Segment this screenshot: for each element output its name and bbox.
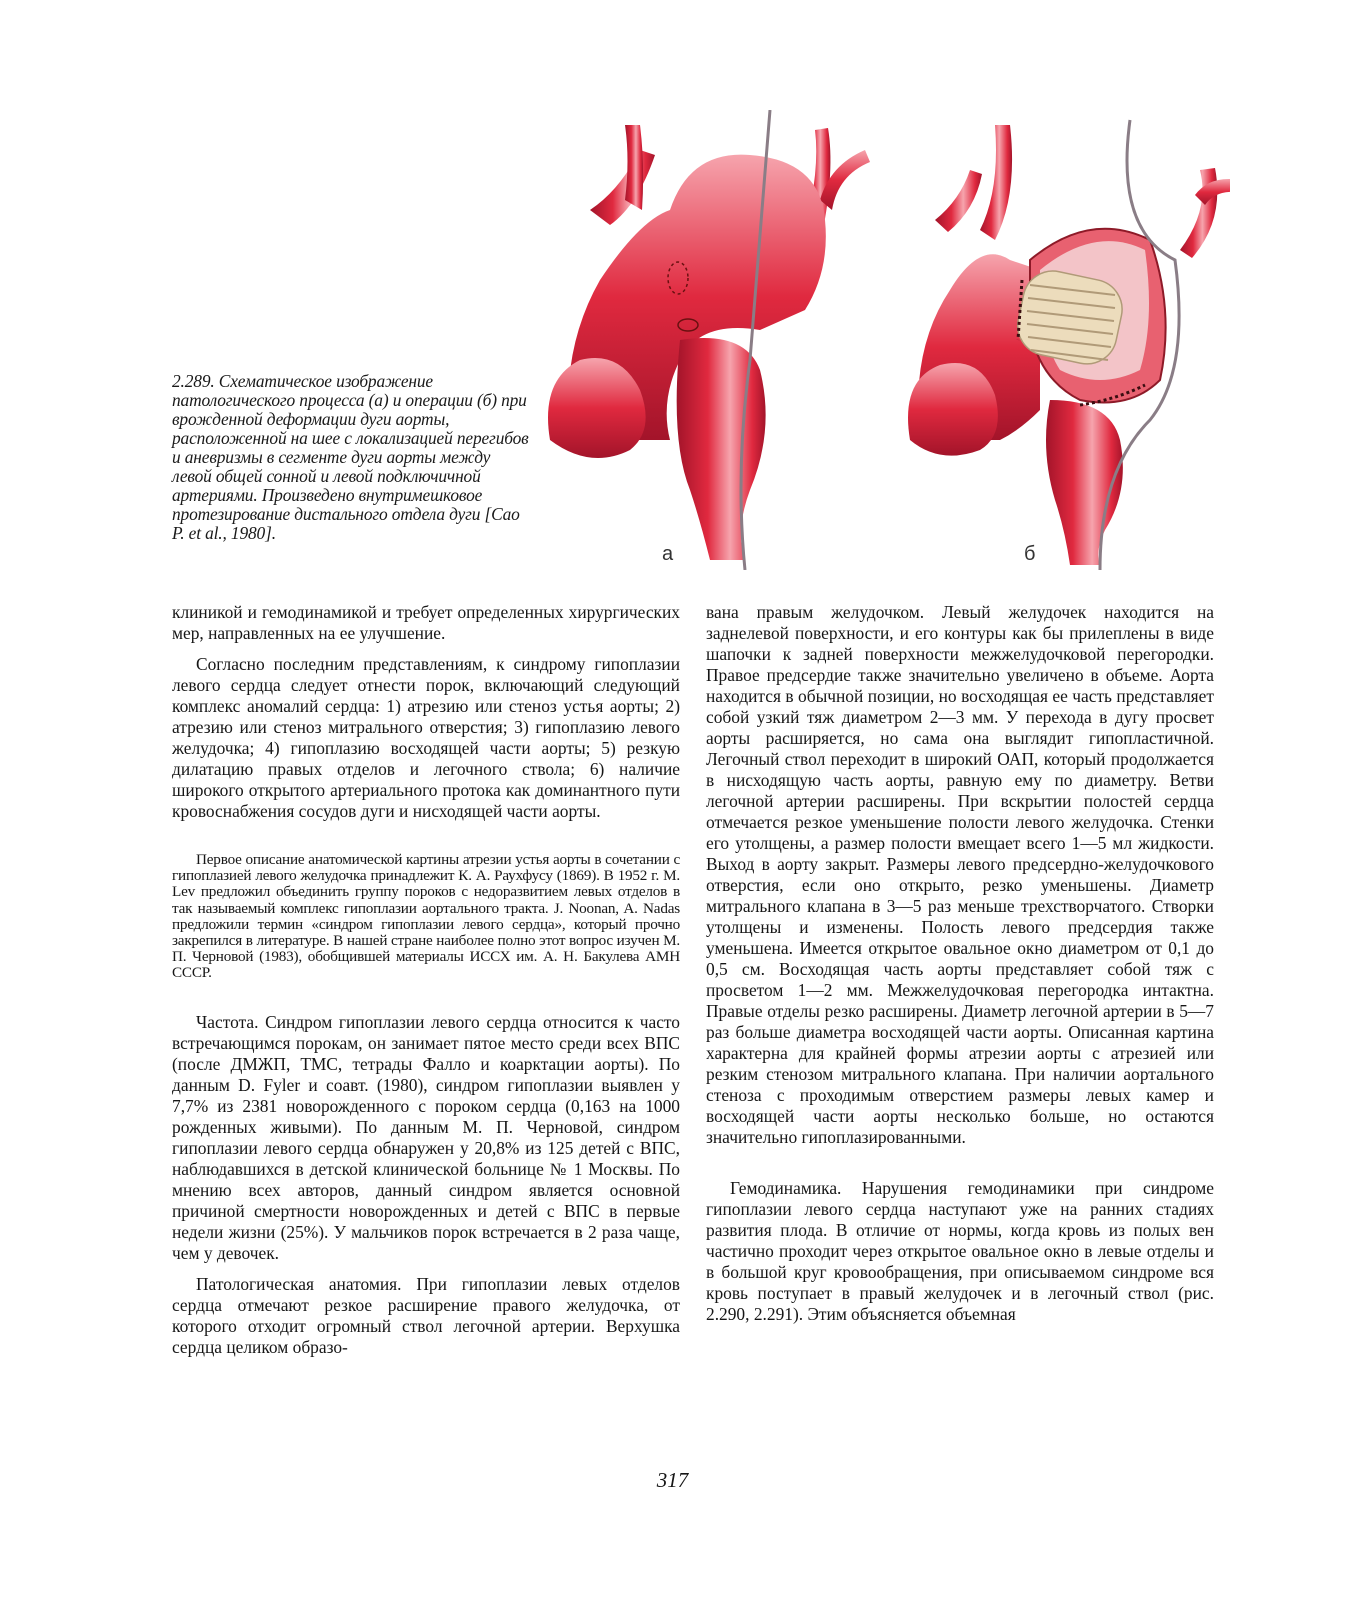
right-column	[706, 602, 1214, 1325]
paragraph-pathology: Патологическая анатомия. При гипоплазии левых отделов сердца отмечают резкое расширение правого желудочка, от которого отходит огромный ствол легочной артерии. Верхушка сердца целиком образо-	[172, 1273, 680, 1357]
left-column	[172, 602, 680, 1358]
figure-label-a: а	[662, 543, 674, 565]
drawing-a	[548, 110, 870, 570]
drawing-b	[908, 120, 1230, 570]
paragraph: вана правым желудочком. Левый желудочек находится на заднелевой поверхности, и его контуры как бы прилеплены в виде шапочки к задней поверхности межжелудочковой перегородки. Правое предсердие также значительно увеличено в объеме. Аорта находится в обычной позиции, но восходящая ее часть представляет собой узкий тяж диаметром 2—3 мм. У перехода в дугу просвет аорты расширяется, но сама она выглядит гипопластичной. Легочный ствол переходит в широкий ОАП, который продолжается в нисходящую часть аорты, равную ему по диаметру. Ветви легочной артерии расширены. При вскрытии полостей сердца отмечается резкое уменьшение полости левого желудочка. Стенки его утолщены, а размер полости вмещает всего 1—5 мл жидкости. Выход в аорту закрыт. Размеры левого предсердно-желудочкового отверстия, если оно открыто, резко уменьшены. Диаметр митрального клапана в 3—5 раз меньше трехстворчатого. Створки утолщены и изменены. Полость левого предсердия также уменьшена. Имеется открытое овальное окно диаметром от 0,1 до 0,5 см. Восходящая часть аорты представляет собой тяж с просветом 1—2 мм. Межжелудочковая перегородка интактна. Правые отделы резко расширены. Диаметр легочной артерии в 5—7 раз больше диаметра восходящей части аорты. Описанная картина характерна для крайней формы атрезии аорты с атрезией или резким стенозом митрального клапана. При наличии аортального стеноза с проходимым отверстием размеры левых камер и восходящей части аорты несколько больше, но остаются значительно гипоплазированными.	[706, 602, 1214, 1147]
page-number: 317	[656, 1468, 689, 1492]
brachiocephalic-branch-b	[935, 170, 982, 232]
small-print-paragraph: Первое описание анатомической картины атрезии устья аорты в сочетании с гипоплазией левого желудочка принадлежит К. А. Раухфусу (1869). В 1952 г. M. Lev предложил объединить группу пороков с недоразвитием левых отделов в так называемый комплекс гипоплазии аортального тракта. J. Noonan, A. Nadas предложили термин «синдром гипоплазии левого сердца», который прочно закрепился в литературе. В нашей стране наиболее полно этот вопрос изучен М. П. Черновой (1983), обобщившей материалы ИССХ им. А. Н. Бакулева АМН СССР.	[172, 851, 680, 982]
aortic-arch-drawings	[530, 110, 1230, 570]
paragraph-hemodynamics: Гемодинамика. Нарушения гемодинамики при синдроме гипоплазии левого сердца наступают уже на ранних стадиях развития плода. В отличие от нормы, когда кровь из полых вен частично проходит через открытое овальное окно в левые отделы и в большой круг кровообращения, при описываемом синдроме вся кровь поступает в правый желудочек и в легочный ствол (рис. 2.290, 2.291). Этим объясняется объемная	[706, 1178, 1214, 1324]
paragraph: Согласно последним представлениям, к синдрому гипоплазии левого сердца следует отнести порок, включающий следующий комплекс аномалий сердца: 1) атрезию или стеноз устья аорты; 2) атрезию или стеноз митрального отверстия; 3) гипоплазию левого желудочка; 4) гипоплазию восходящей части аорты; 5) резкую дилатацию правых отделов и легочного ствола; 6) наличие широкого открытого артериального протока как доминантного пути кровоснабжения сосудов дуги и нисходящей части аорты.	[172, 654, 680, 821]
paragraph-frequency: Частота. Синдром гипоплазии левого сердца относится к часто встречающимся порокам, он занимает пятое место среди всех ВПС (после ДМЖП, ТМС, тетрады Фалло и коарктации аорты). По данным D. Fyler и соавт. (1980), синдром гипоплазии выявлен у 7,7% из 2381 новорожденного с пороком сердца (0,163 на 1000 рожденных живыми). По данным М. П. Черновой, синдром гипоплазии левого сердца обнаружен у 20,8% из 125 детей с ВПС, наблюдавшихся в детской клинической больнице № 1 Москвы. По мнению всех авторов, данный синдром является основной причиной смертности новорожденных и детей с ВПС в первые недели жизни (25%). У мальчиков порок встречается в 2 раза чаще, чем у девочек.	[172, 1011, 680, 1263]
brachiocephalic-branch-a	[590, 150, 655, 225]
descending-aorta-a	[677, 338, 766, 560]
carotid-branch-a	[625, 125, 643, 210]
figure-caption: 2.289. Схематическое изображение патологического процесса (а) и операции (б) при врожденной деформации дуги аорты, расположенной на шее с локализацией перегибов и аневризмы в сегменте дуги аорты между левой общей сонной и левой подключичной артериями. Произведено внутримешковое протезирование дистального отдела дуги [Cao P. et al., 1980].	[172, 371, 529, 543]
figure-label-b: б	[1024, 543, 1036, 565]
branch-right-b	[1180, 168, 1217, 258]
figure-illustration	[530, 110, 1230, 570]
paragraph: клиникой и гемодинамикой и требует определенных хирургических мер, направленных на ее улучшение.	[172, 602, 680, 643]
carotid-branch-b	[980, 125, 1012, 240]
